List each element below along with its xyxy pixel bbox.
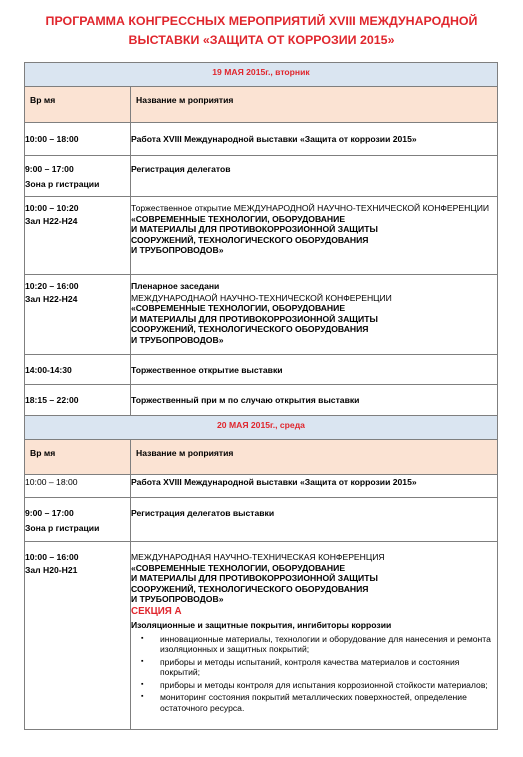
conference-title-line: СООРУЖЕНИЙ, ТЕХНОЛОГИЧЕСКОГО ОБОРУДОВАНИЯ	[131, 324, 369, 334]
list-item-text: приборы и методы контроля для испытания коррозионной стойкости материалов;	[160, 679, 488, 690]
bullet-icon: ▪	[141, 657, 144, 665]
list-item	[131, 657, 497, 678]
row-event: Работа XVIII Международной выставки «Защита от коррозии 2015»	[131, 123, 498, 156]
conference-title-line: «СОВРЕМЕННЫЕ ТЕХНОЛОГИИ, ОБОРУДОВАНИЕ	[131, 213, 346, 224]
row-time: 14:00-14:30	[25, 355, 131, 385]
conference-title-line: И МАТЕРИАЛЫ ДЛЯ ПРОТИВОКОРРОЗИОННОЙ ЗАЩИТЫ	[131, 573, 378, 583]
row-time	[25, 197, 131, 275]
row-time: 18:15 – 22:00	[25, 385, 131, 416]
row-time-value: 9:00 – 17:00	[25, 508, 74, 518]
row-location: Зал Н22-Н24	[25, 294, 78, 304]
bullet-icon: ▪	[141, 693, 144, 700]
row-event: Работа XVIII Международной выставки «Защита от коррозии 2015»	[131, 475, 498, 498]
list-item-text: инновационные материалы, технологии и оборудование для нанесения и ремонта изоляционных и защитных покрытий;	[160, 633, 491, 654]
row-location: Зона р гистрации	[25, 179, 100, 189]
row-event: Торжественный при м по случаю открытия выставки	[131, 385, 498, 416]
row-time	[25, 275, 131, 355]
day-date: 19 МАЯ 2015г., вторник	[25, 63, 498, 87]
row-event: Регистрация делегатов	[131, 156, 498, 197]
column-header-event: Название м роприятия	[131, 440, 498, 475]
conference-title-line: СООРУЖЕНИЙ, ТЕХНОЛОГИЧЕСКОГО ОБОРУДОВАНИЯ	[131, 234, 369, 245]
section-topic: Изоляционные и защитные покрытия, ингибиторы коррозии	[131, 619, 392, 630]
row-event	[131, 542, 498, 730]
conference-intro: Торжественное открытие МЕЖДУНАРОДНОЙ НАУЧНО-ТЕХНИЧЕСКОЙ КОНФЕРЕНЦИИ	[131, 203, 490, 213]
day-header-row	[25, 63, 498, 87]
row-time: 10:00 – 18:00	[25, 123, 131, 156]
row-event	[131, 197, 498, 275]
conference-title-line: И ТРУБОПРОВОДОВ»	[131, 594, 224, 604]
day-header-row	[25, 416, 498, 440]
column-header-row	[25, 440, 498, 475]
list-item	[131, 680, 497, 691]
column-header-time: Вр мя	[25, 440, 131, 475]
conference-title-line: И МАТЕРИАЛЫ ДЛЯ ПРОТИВОКОРРОЗИОННОЙ ЗАЩИТЫ	[131, 224, 378, 234]
table-row	[25, 275, 498, 355]
row-location: Зал Н22-Н24	[25, 216, 78, 226]
list-item-text: мониторинг состояния покрытий металлических поверхностей, определение остаточного ресурса.	[160, 692, 467, 713]
row-time	[25, 542, 131, 730]
table-row	[25, 355, 498, 385]
row-time	[25, 156, 131, 197]
conference-intro: МЕЖДУНАРОДНАОЙ НАУЧНО-ТЕХНИЧЕСКОЙ КОНФЕРЕНЦИИ	[131, 292, 392, 303]
conference-intro: МЕЖДУНАРОДНАЯ НАУЧНО-ТЕХНИЧЕСКАЯ КОНФЕРЕНЦИЯ	[131, 552, 385, 562]
column-header-row	[25, 87, 498, 123]
row-time	[25, 498, 131, 542]
conference-title-line: СООРУЖЕНИЙ, ТЕХНОЛОГИЧЕСКОГО ОБОРУДОВАНИЯ	[131, 583, 369, 594]
table-row	[25, 475, 498, 498]
table-row	[25, 498, 498, 542]
table-row	[25, 385, 498, 416]
row-event	[131, 275, 498, 355]
list-item-text: приборы и методы испытаний, контроля качества материалов и состояния покрытий;	[160, 656, 460, 677]
row-time: 10:00 – 18:00	[25, 475, 131, 498]
table-row	[25, 123, 498, 156]
column-header-event: Название м роприятия	[131, 87, 498, 123]
bullet-icon: ▪	[141, 634, 144, 642]
conference-title-line: И МАТЕРИАЛЫ ДЛЯ ПРОТИВОКОРРОЗИОННОЙ ЗАЩИТЫ	[131, 313, 378, 324]
list-item	[131, 634, 497, 655]
table-row	[25, 156, 498, 197]
row-event: Торжественное открытие выставки	[131, 355, 498, 385]
row-time-value: 10:00 – 16:00	[25, 552, 79, 562]
conference-title-line: И ТРУБОПРОВОДОВ»	[131, 245, 224, 255]
title-line-1: ПРОГРАММА КОНГРЕССНЫХ МЕРОПРИЯТИЙ XVIII МЕЖДУНАРОДНОЙ	[45, 14, 478, 28]
title-line-2: ВЫСТАВКИ «ЗАЩИТА ОТ КОРРОЗИИ 2015»	[128, 33, 395, 47]
row-time-value: 10:00 – 10:20	[25, 203, 79, 213]
row-time-value: 9:00 – 17:00	[25, 164, 74, 174]
conference-title-line: И ТРУБОПРОВОДОВ»	[131, 334, 224, 345]
column-header-time: Вр мя	[25, 87, 131, 123]
row-event: Регистрация делегатов выставки	[131, 498, 498, 542]
document-title	[0, 12, 523, 50]
list-item	[131, 692, 497, 713]
conference-title-line: «СОВРЕМЕННЫЕ ТЕХНОЛОГИИ, ОБОРУДОВАНИЕ	[131, 303, 346, 313]
section-title: СЕКЦИЯ А	[131, 605, 182, 617]
session-title: Пленарное заседани	[131, 281, 220, 291]
row-location: Зона р гистрации	[25, 523, 100, 533]
topic-list	[131, 634, 497, 714]
table-row	[25, 197, 498, 275]
program-table	[24, 62, 498, 730]
row-time-value: 10:20 – 16:00	[25, 281, 79, 291]
table-row	[25, 542, 498, 730]
conference-title-line: «СОВРЕМЕННЫЕ ТЕХНОЛОГИИ, ОБОРУДОВАНИЕ	[131, 562, 346, 573]
row-location: Зал Н20-Н21	[25, 565, 78, 575]
day-date: 20 МАЯ 2015г., среда	[25, 416, 498, 440]
bullet-icon: ▪	[141, 680, 144, 688]
